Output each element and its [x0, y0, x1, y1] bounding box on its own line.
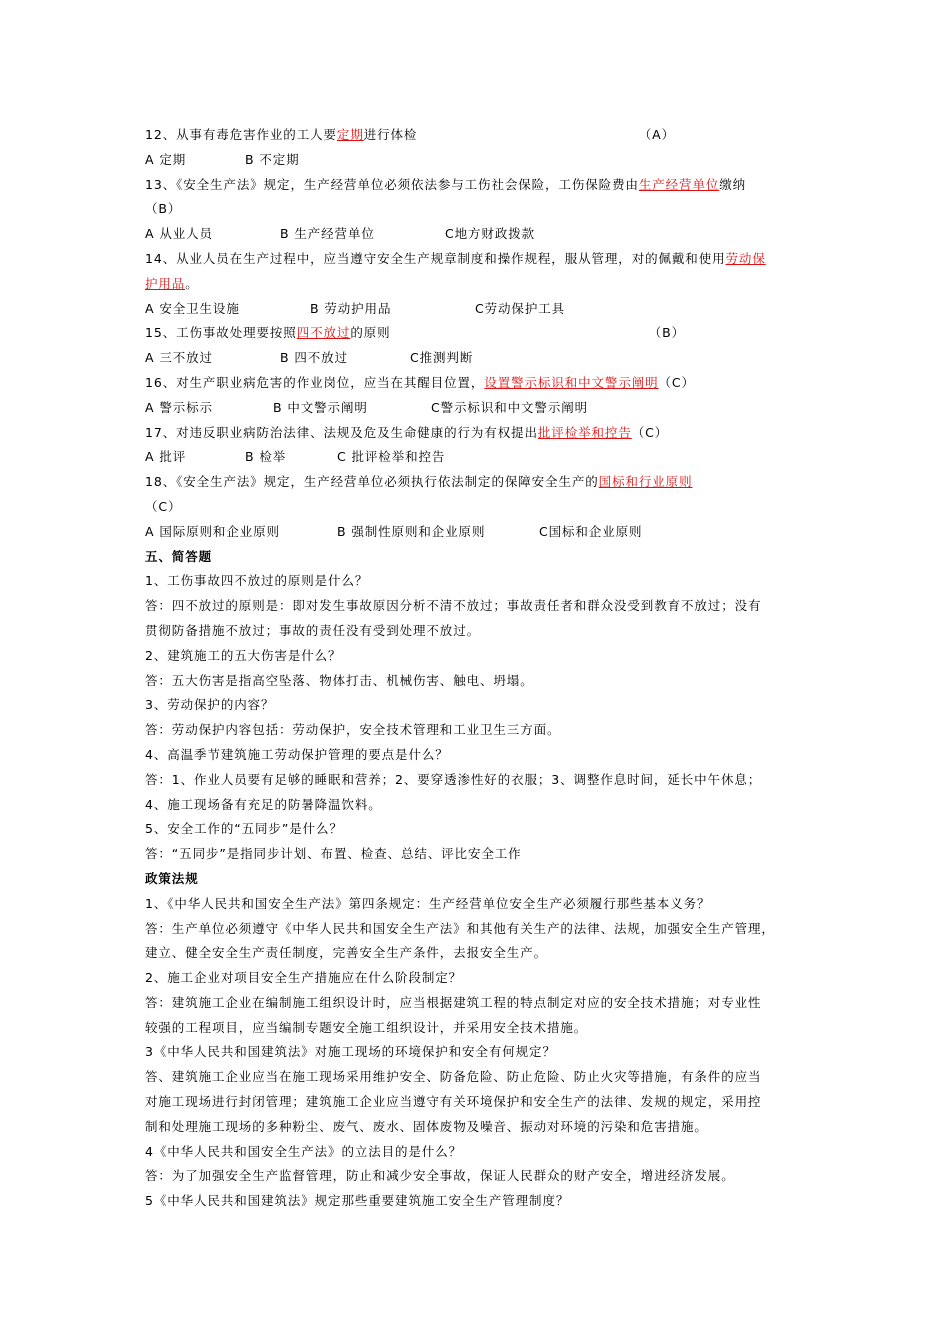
question-13 — [145, 173, 810, 198]
text-line: 较强的工程项目，应当编制专题安全施工组织设计，并采用安全技术措施。 — [145, 1019, 588, 1035]
text-line: 1、工伤事故四不放过的原则是什么？ — [145, 573, 369, 589]
question-14 — [145, 247, 810, 272]
text-line: 答：生产单位必须遵守《中华人民共和国安全生产法》和其他有关生产的法律、法规，加强安全生产管理， — [145, 920, 775, 936]
question-text: 14、从业人员在生产过程中，应当遵守安全生产规章制度和操作规程，服从管理，对的佩戴和使用 — [145, 250, 726, 266]
answer-highlight: 护用品 — [145, 275, 186, 291]
option: C劳动保护工具 — [475, 300, 566, 316]
question-text: 13、《安全生产法》规定，生产经营单位必须依法参与工伤社会保险，工伤保险费由 — [145, 176, 639, 192]
answer-highlight: 批评检举和控告 — [537, 424, 632, 440]
option: A 定期 — [145, 151, 187, 167]
options-15 — [145, 346, 810, 371]
option: C推测判断 — [410, 350, 474, 366]
text-line: 答：四不放过的原则是：即对发生事故原因分析不清不放过；事故责任者和群众没受到教育不放过；没有 — [145, 598, 762, 614]
option: A 安全卫生设施 — [145, 300, 240, 316]
option: C 批评检举和控告 — [337, 449, 446, 465]
options-17 — [145, 445, 810, 470]
text-line: 1、《中华人民共和国安全生产法》第四条规定：生产经营单位安全生产必须履行那些基本义务？ — [145, 895, 711, 911]
option: B 强制性原则和企业原则 — [337, 523, 486, 539]
text-line: 答：劳动保护内容包括：劳动保护，安全技术管理和工业卫生三方面。 — [145, 722, 561, 738]
text-line: 答：1、作业人员要有足够的睡眠和营养；2、要穿透渗性好的衣服；3、调整作息时间，延长中午休息； — [145, 771, 762, 787]
option: C国标和企业原则 — [539, 523, 643, 539]
answer-key: （B） — [648, 325, 685, 341]
option: C警示标识和中文警示阐明 — [431, 399, 589, 415]
answer-key: （C） — [631, 424, 669, 440]
question-18 — [145, 470, 810, 495]
section-heading: 政策法规 — [145, 870, 199, 886]
question-17 — [145, 421, 810, 446]
section-heading: 五、简答题 — [145, 548, 213, 564]
options-18 — [145, 520, 810, 545]
text-line: 2、施工企业对项目安全生产措施应在什么阶段制定？ — [145, 970, 463, 986]
option: B 劳动护用品 — [310, 300, 392, 316]
options-12 — [145, 148, 810, 173]
question-text: 16、对生产职业病危害的作业岗位，应当在其醒目位置， — [145, 374, 485, 390]
text-line: 答：为了加强安全生产监督管理，防止和减少安全事故，保证人民群众的财产安全，增进经济发展。 — [145, 1168, 735, 1184]
question-text: 17、对违反职业病防治法律、法规及危及生命健康的行为有权提出 — [145, 424, 538, 440]
answer-key: （C） — [658, 374, 695, 390]
text-line: 答：“五同步”是指同步计划、布置、检查、总结、评比安全工作 — [145, 846, 522, 862]
options-14 — [145, 297, 810, 322]
option: A 批评 — [145, 449, 187, 465]
option: B 四不放过 — [280, 350, 348, 366]
option: B 中文警示阐明 — [273, 399, 368, 415]
question-text: 进行体检 — [363, 127, 418, 142]
question-text: 缴纳 — [719, 176, 747, 192]
text-line: 3、劳动保护的内容？ — [145, 697, 275, 713]
text-line: 贯彻防备措施不放过；事故的责任没有受到处理不放过。 — [145, 622, 481, 638]
document-page — [145, 123, 810, 1214]
question-text: 15、工伤事故处理要按照 — [145, 325, 297, 341]
question-text: 12、从事有毒危害作业的工人要 — [145, 127, 337, 142]
text-line: 答：建筑施工企业在编制施工组织设计时，应当根据建筑工程的特点制定对应的安全技术措施；对专业性 — [145, 994, 762, 1010]
text-line: 4《中华人民共和国安全生产法》的立法目的是什么？ — [145, 1143, 463, 1159]
question-16 — [145, 371, 810, 396]
option: A 警示标示 — [145, 399, 213, 415]
option: B 不定期 — [245, 151, 300, 167]
answer-highlight: 国标和行业原则 — [598, 474, 693, 490]
question-text: 18、《安全生产法》规定，生产经营单位必须执行依法制定的保障安全生产的 — [145, 474, 599, 490]
option: A 三不放过 — [145, 350, 213, 366]
options-16 — [145, 396, 810, 421]
option: A 从业人员 — [145, 226, 213, 242]
text-line: 5《中华人民共和国建筑法》规定那些重要建筑施工安全生产管理制度？ — [145, 1193, 570, 1209]
question-text: 的原则 — [350, 325, 391, 341]
text-line: 对施工现场进行封闭管理；建筑施工企业应当遵守有关环境保护和安全生产的法律、发规的规定，采用控 — [145, 1094, 762, 1110]
text-line: 2、建筑施工的五大伤害是什么？ — [145, 647, 342, 663]
answer-key-18: （C） — [145, 498, 182, 514]
text-line: 建立、健全安全生产责任制度，完善安全生产条件，去报安全生产。 — [145, 945, 548, 961]
text-line: 4、施工现场备有充足的防暑降温饮料。 — [145, 796, 382, 812]
question-14-cont — [145, 272, 810, 297]
answer-highlight: 生产经营单位 — [638, 176, 720, 192]
answer-highlight: 劳动保 — [725, 250, 766, 266]
option: A 国际原则和企业原则 — [145, 523, 280, 539]
option: B 生产经营单位 — [280, 226, 375, 242]
question-15 — [145, 321, 810, 346]
options-13 — [145, 222, 810, 247]
question-12 — [145, 123, 810, 148]
question-text: 。 — [185, 275, 199, 291]
text-line: 答、建筑施工企业应当在施工现场采用维护安全、防备危险、防止危险、防止火灾等措施，有条件的应当 — [145, 1069, 762, 1085]
text-line: 答：五大伤害是指高空坠落、物体打击、机械伤害、触电、坍塌。 — [145, 672, 534, 688]
answer-key-13: （B） — [145, 201, 182, 217]
text-line: 4、高温季节建筑施工劳动保护管理的要点是什么？ — [145, 746, 449, 762]
option: C地方财政拨款 — [445, 226, 536, 242]
option: B 检举 — [245, 449, 287, 465]
answer-highlight: 设置警示标识和中文警示阐明 — [484, 374, 659, 390]
answer-highlight: 定期 — [336, 127, 364, 142]
text-line: 制和处理施工现场的多种粉尘、废气、废水、固体废物及噪音、振动对环境的污染和危害措施。 — [145, 1118, 708, 1134]
text-line: 3《中华人民共和国建筑法》对施工现场的环境保护和安全有何规定？ — [145, 1044, 556, 1060]
text-line: 5、安全工作的“五同步”是什么？ — [145, 821, 343, 837]
answer-highlight: 四不放过 — [296, 325, 351, 341]
answer-key: （A） — [638, 127, 675, 142]
